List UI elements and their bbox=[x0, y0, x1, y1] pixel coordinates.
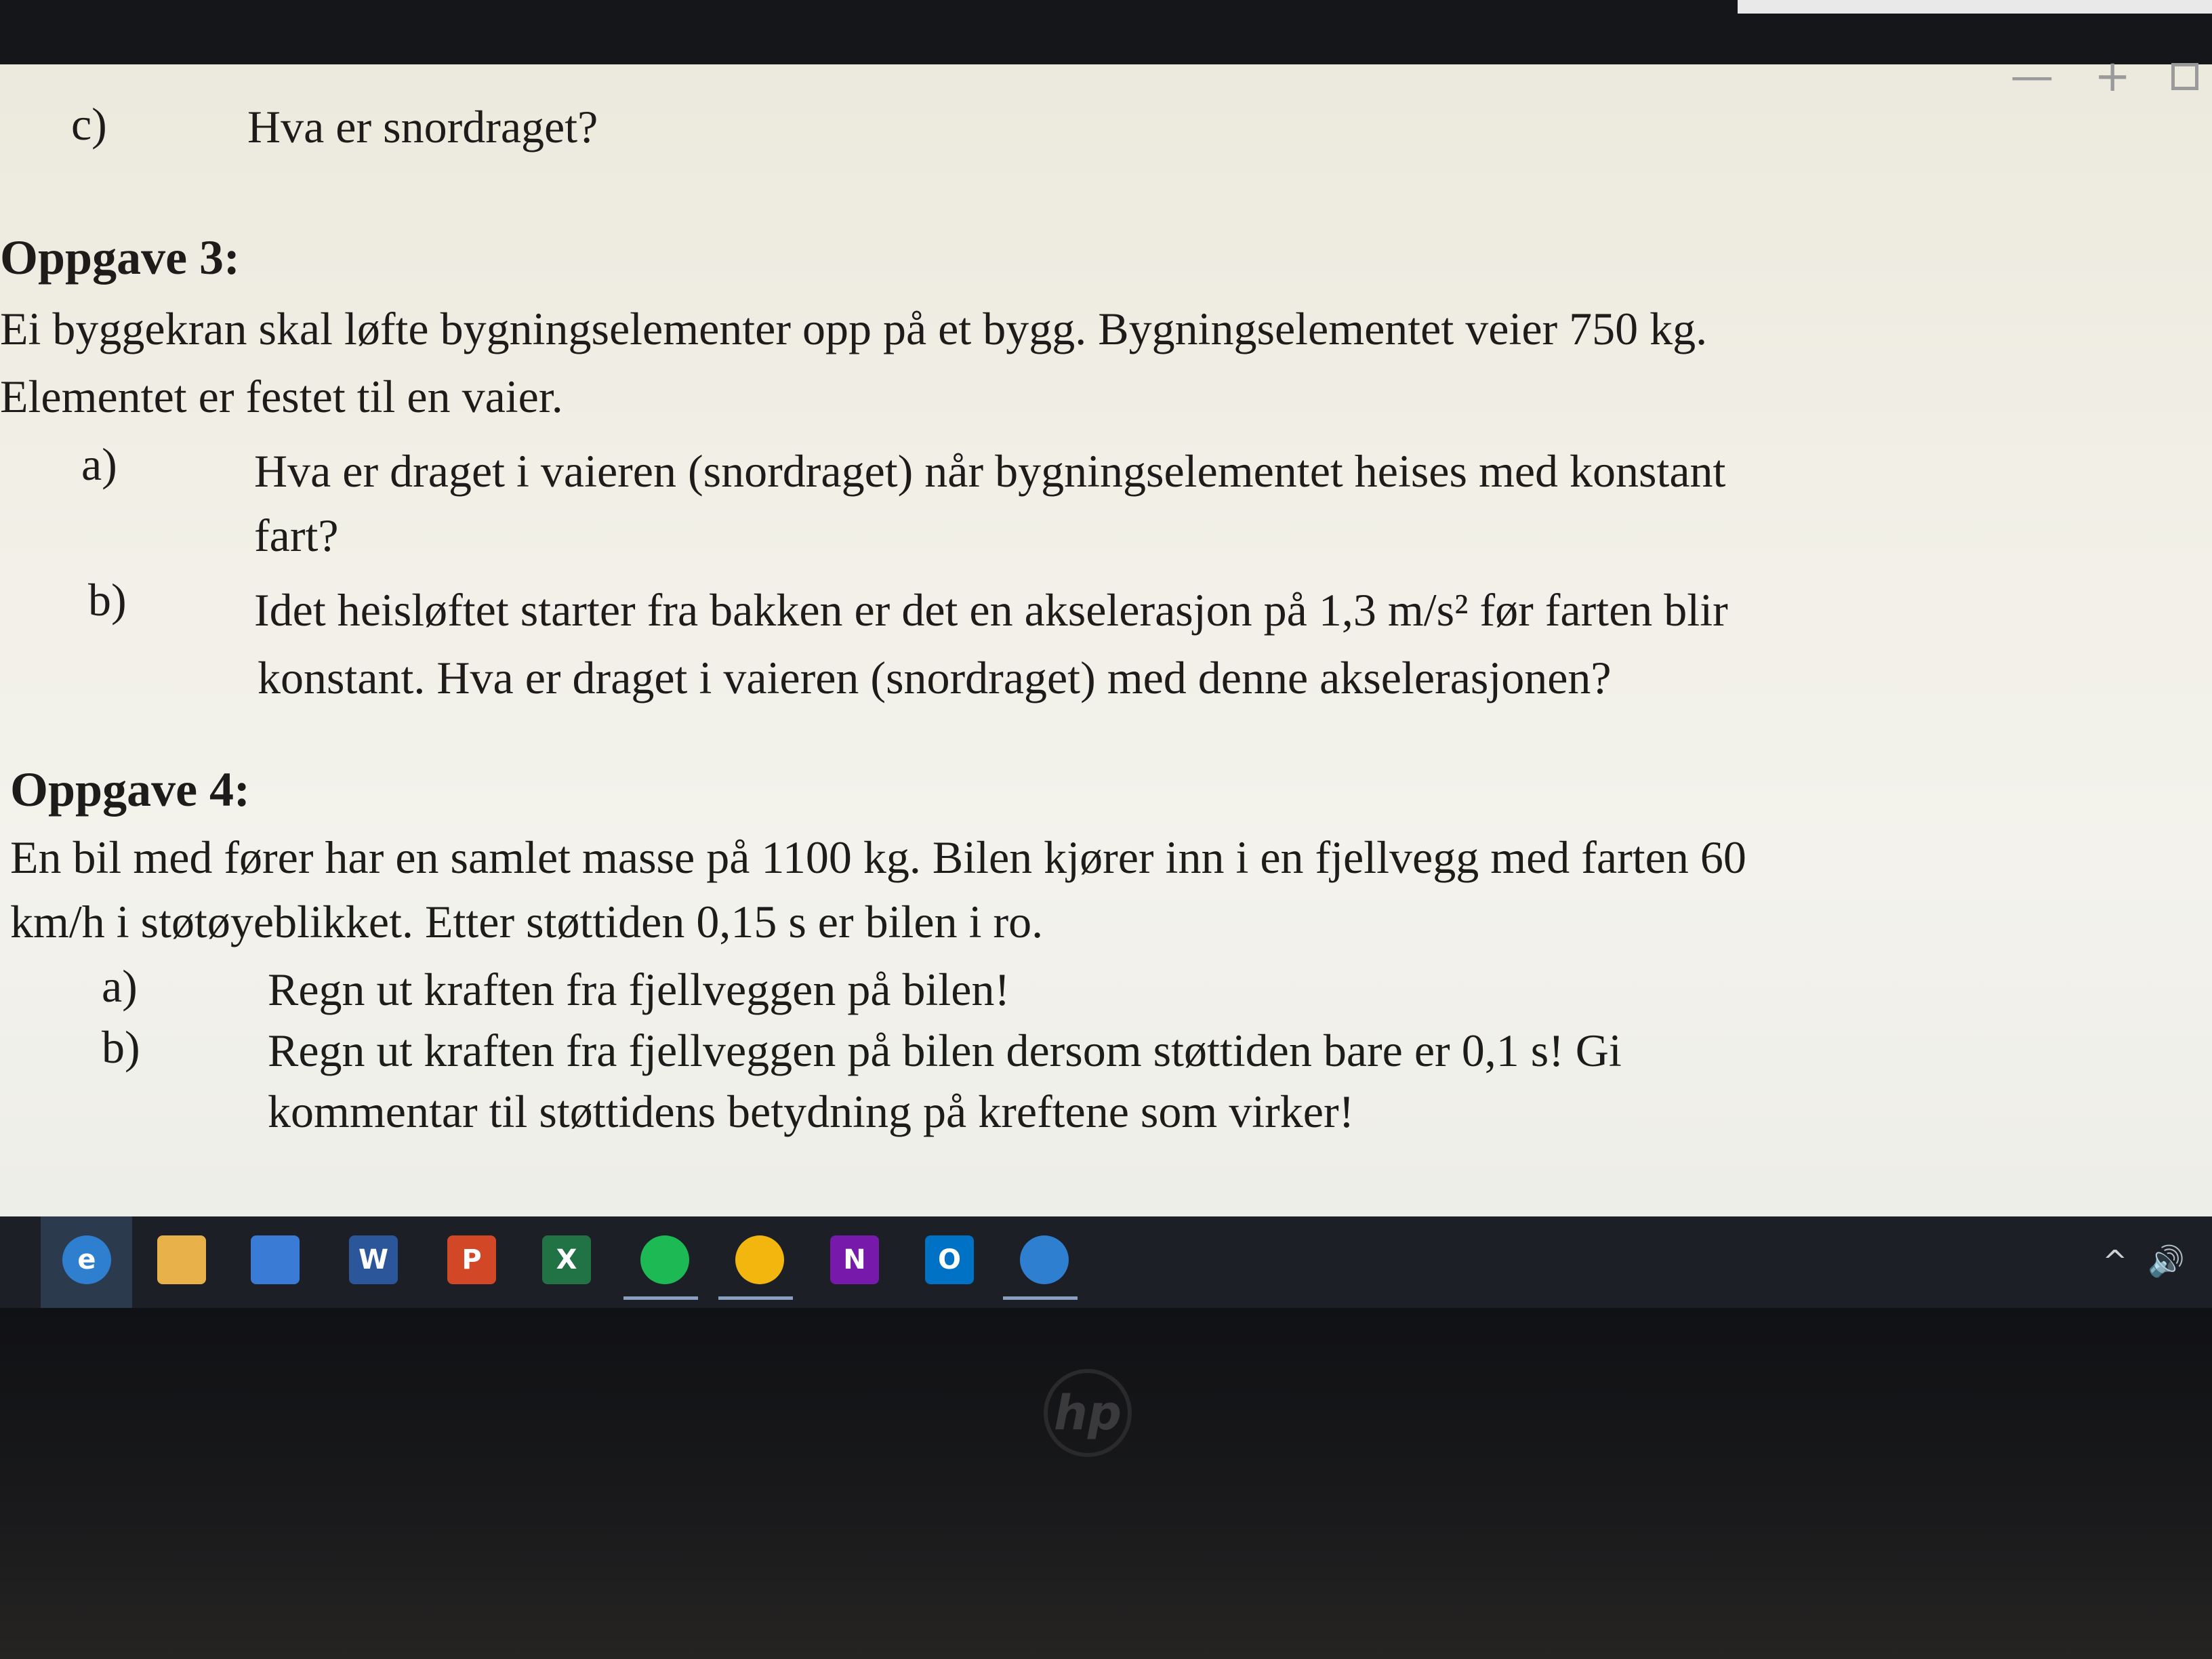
spotify-icon[interactable] bbox=[640, 1235, 689, 1284]
task3-a-label: a) bbox=[81, 438, 117, 490]
task3-heading: Oppgave 3: bbox=[0, 230, 241, 285]
task4-b-line1: Regn ut kraften fra fjellveggen på bilen dersom støttiden bare er 0,1 s! Gi bbox=[268, 1025, 1622, 1076]
document-viewer bbox=[0, 64, 2212, 1216]
file-explorer-icon[interactable] bbox=[157, 1235, 206, 1284]
task3-b-line1: Idet heisløftet starter fra bakken er det en akselerasjon på 1,3 m/s² før farten blir bbox=[254, 584, 1728, 636]
hp-logo-text: hp bbox=[1054, 1385, 1122, 1441]
running-app-indicator bbox=[623, 1296, 698, 1300]
volume-icon[interactable]: 🔊 bbox=[2148, 1244, 2185, 1279]
outlook-icon[interactable]: O bbox=[925, 1235, 974, 1284]
monitor-bezel-top bbox=[0, 0, 2212, 64]
hp-logo bbox=[1044, 1369, 1132, 1457]
onenote-icon[interactable]: N bbox=[830, 1235, 879, 1284]
word-icon[interactable]: W bbox=[349, 1235, 398, 1284]
task3-b-label: b) bbox=[88, 574, 127, 626]
task3-intro-line2: Elementet er festet til en vaier. bbox=[0, 371, 563, 422]
document-page bbox=[0, 64, 2212, 1216]
item-label-c: c) bbox=[71, 98, 107, 150]
task4-intro-line1: En bil med fører har en samlet masse på 1100 kg. Bilen kjører inn i en fjellvegg med farten 60 bbox=[10, 832, 1746, 883]
taskbar bbox=[0, 1216, 2212, 1308]
task4-b-line2: kommentar til støttidens betydning på kreftene som virker! bbox=[268, 1086, 1355, 1137]
minimize-button[interactable]: — bbox=[2010, 52, 2054, 102]
task3-intro-line1: Ei byggekran skal løfte bygningselementer opp på et bygg. Bygningselementet veier 750 kg. bbox=[0, 303, 1708, 354]
show-hidden-icons-chevron-icon[interactable]: ^ bbox=[2102, 1244, 2128, 1279]
system-tray bbox=[2102, 1244, 2185, 1279]
task3-a-line1: Hva er draget i vaieren (snordraget) når bygningselementet heises med konstant bbox=[254, 445, 1726, 497]
task4-intro-line2: km/h i støtøyeblikket. Etter støttiden 0,15 s er bilen i ro. bbox=[10, 896, 1044, 947]
running-app-indicator bbox=[1003, 1296, 1078, 1300]
task4-b-label: b) bbox=[102, 1021, 140, 1073]
excel-icon[interactable]: X bbox=[542, 1235, 591, 1284]
task3-b-line2: konstant. Hva er draget i vaieren (snordraget) med denne akselerasjonen? bbox=[258, 652, 1612, 703]
powerpoint-icon[interactable]: P bbox=[447, 1235, 496, 1284]
task4-a-line1: Regn ut kraften fra fjellveggen på bilen! bbox=[268, 964, 1010, 1015]
item-text-c: Hva er snordraget? bbox=[247, 101, 598, 152]
task4-heading: Oppgave 4: bbox=[10, 762, 251, 817]
monitor-bezel-bottom bbox=[0, 1308, 2212, 1659]
running-app-indicator bbox=[718, 1296, 793, 1300]
task3-a-line2: fart? bbox=[254, 510, 339, 561]
edge-icon[interactable]: e bbox=[62, 1235, 111, 1284]
task4-a-label: a) bbox=[102, 960, 138, 1012]
window-controls bbox=[2010, 53, 2198, 100]
chrome-icon[interactable] bbox=[735, 1235, 784, 1284]
sync-app-icon[interactable] bbox=[1020, 1235, 1069, 1284]
restore-button[interactable] bbox=[2171, 63, 2198, 90]
add-button[interactable]: + bbox=[2094, 52, 2131, 102]
store-icon[interactable] bbox=[251, 1235, 300, 1284]
